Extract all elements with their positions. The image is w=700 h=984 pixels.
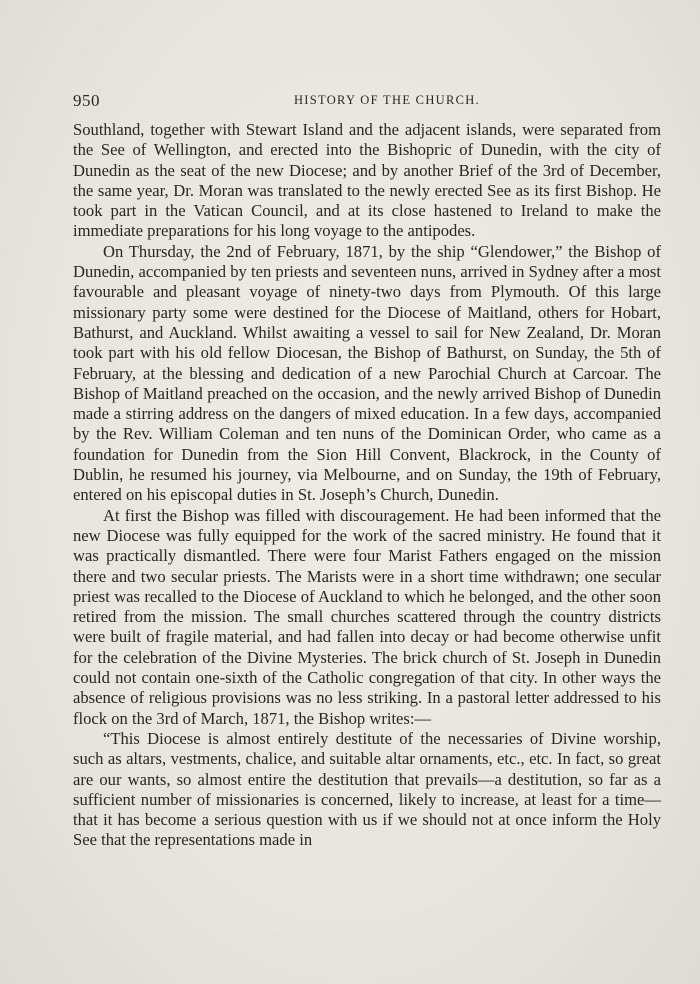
paragraph: At first the Bishop was filled with discouragement. He had been informed that the new Diocese was fully equipped for the work of the sacred ministry. He found that it was practically dismantled. There were four Marist Fathers engaged on the mission there and two secular priests. The Marists were in a short time withdrawn; one secular priest was recalled to the Diocese of Auckland to which he belonged, and the other soon retired from the mission. The small churches scattered through the country districts were built of fragile material, and had fallen into decay or had become otherwise unfit for the celebration of the Divine Mysteries. The brick church of St. Joseph in Dunedin could not contain one-sixth of the Catholic congregation of that city. In other ways the absence of religious provisions was no less striking. In a pastoral letter addressed to his flock on the 3rd of March, 1871, the Bishop writes:— xyxy=(73,505,661,728)
quoted-paragraph: “This Diocese is almost entirely destitute of the necessaries of Divine worship, such as altars, vestments, chalice, and suitable altar ornaments, etc., etc. In fact, so great are our wants, so almost entire the destitution that prevails—a destitution, so far as a sufficient number of missionaries is concerned, likely to increase, at least for a time—that it has become a serious question with us if we should not at once inform the Holy See that the representations made in xyxy=(73,728,661,850)
paragraph: On Thursday, the 2nd of February, 1871, by the ship “Glendower,” the Bishop of Dunedin, accompanied by ten priests and seventeen nuns, arrived in Sydney after a most favourable and pleasant voyage of ninety-two days from Plymouth. Of this large missionary party some were destined for the Diocese of Maitland, others for Hobart, Bathurst, and Auckland. Whilst awaiting a vessel to sail for New Zealand, Dr. Moran took part with his old fellow Diocesan, the Bishop of Bathurst, on Sunday, the 5th of February, at the blessing and dedication of a new Parochial Church at Carcoar. The Bishop of Maitland preached on the occasion, and the newly arrived Bishop of Dunedin made a stirring address on the dangers of mixed education. In a few days, accompanied by the Rev. William Coleman and ten nuns of the Dominican Order, who came as a foundation for Dunedin from the Sion Hill Convent, Blackrock, in the County of Dublin, he resumed his journey, via Melbourne, and on Sunday, the 19th of February, entered on his episcopal duties in St. Joseph’s Church, Dunedin. xyxy=(73,241,661,505)
body-text xyxy=(73,120,661,851)
page-number: 950 xyxy=(73,91,100,110)
page-header xyxy=(73,91,661,111)
paragraph: Southland, together with Stewart Island and the adjacent islands, were separated from the See of Wellington, and erected into the Bishopric of Dunedin, with the city of Dunedin as the seat of the new Diocese; and by another Brief of the 3rd of December, the same year, Dr. Moran was translated to the newly erected See as its first Bishop. He took part in the Vatican Council, and at its close hastened to Ireland to make the immediate preparations for his long voyage to the antipodes. xyxy=(73,120,661,241)
running-title: HISTORY OF THE CHURCH. xyxy=(293,93,481,107)
